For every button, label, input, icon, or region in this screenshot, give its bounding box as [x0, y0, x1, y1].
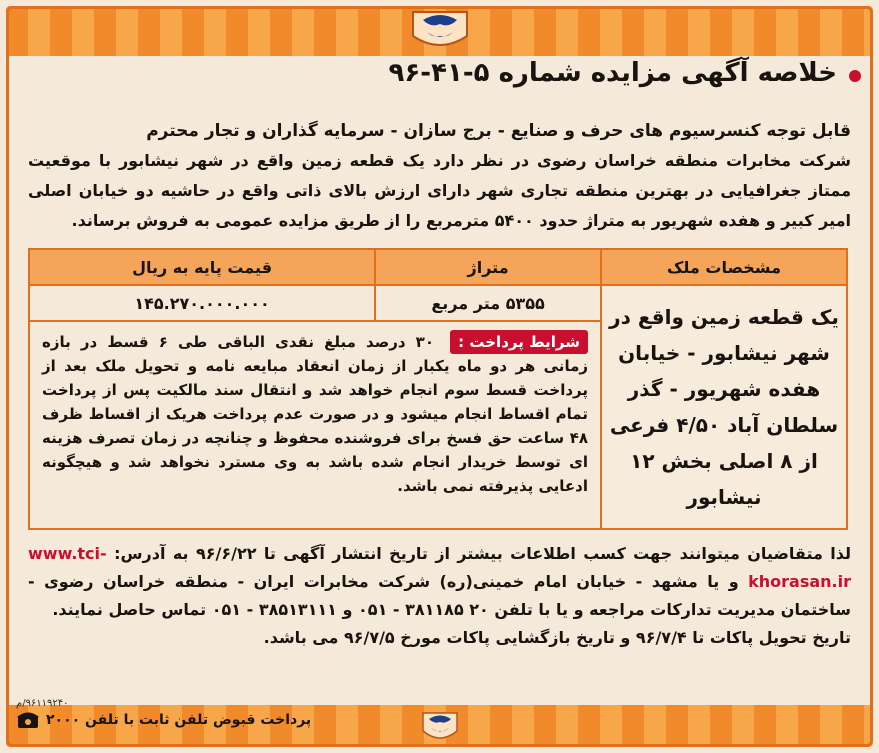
table-header-row — [29, 249, 847, 285]
title-bullet — [849, 70, 861, 82]
intro-body: شرکت مخابرات منطقه خراسان رضوی در نظر دارد یک قطعه زمین واقع در شهر نیشابور با موقعیت ممتاز جغرافیایی در بهترین منطقه تجاری شهر دارای ارزش بالای ذاتی واقع در حاشیه دو خیابان اصلی امیر کبیر و هفده شهریور به متراژ حدود ۵۴۰۰ مترمربع را از طریق مزایده عمومی به فروش برساند. — [28, 151, 851, 230]
auction-spec-table — [28, 248, 848, 530]
contact-part2: و یا مشهد - خیابان امام خمینی(ره) شرکت مخابرات ایران - منطقه خراسان رضوی - ساختمان مدیریت تدارکات مراجعه و یا با تلفن ۲۰ ۳۸۱۱۸۵ - ۰۵۱ و ۳۸۵۱۳۱۱۱ - ۰۵۱ تماس حاصل نمایند. — [28, 572, 851, 619]
cell-price: ۱۴۵.۲۷۰.۰۰۰.۰۰۰ — [29, 285, 375, 321]
contact-paragraph — [28, 540, 851, 652]
website-link[interactable]: www.tci-khorasan.ir — [28, 544, 851, 591]
cell-area: ۵۳۵۵ متر مربع — [375, 285, 601, 321]
header-property: مشخصات ملک — [601, 249, 847, 285]
table-row — [29, 285, 847, 321]
dates-line: تاریخ تحویل پاکات تا ۹۶/۷/۴ و تاریخ بازگشایی پاکات مورخ ۹۶/۷/۵ می باشد. — [263, 628, 851, 647]
intro-lead: قابل توجه کنسرسیوم های حرف و صنایع - برج سازان - سرمایه گذاران و تجار محترم — [146, 121, 851, 141]
terms-text: ۳۰ درصد مبلغ نقدی الباقی طی ۶ قسط در بازه زمانی هر دو ماه یکبار از زمان انعقاد مبایعه نامه و تحویل ملک بعد از پرداخت قسط سوم انجام خواهد شد و انتقال سند مالکیت پس از پرداخت تمام اقساط انجام میشود و در صورت عدم پرداخت هریک از اقساط ظرف ۴۸ ساعت حق فسخ برای فروشنده محفوظ و چنانچه در زمان تصرف هزینه ای توسط خریدار انجام شده باشد به وی مسترد نخواهد شد و هیچگونه ادعایی پذیرفته نمی باشد. — [42, 333, 588, 495]
cell-property: یک قطعه زمین واقع در شهر نیشابور - خیابان هفده شهریور - گذر سلطان آباد ۴/۵۰ فرعی از ۸ اصلی بخش ۱۲ نیشابور — [601, 285, 847, 529]
bill-payment-banner: پرداخت قبوض تلفن ثابت با تلفن ۲۰۰۰ — [46, 712, 312, 728]
contact-part1: لذا متقاضیان میتوانند جهت کسب اطلاعات بیشتر از تاریخ انتشار آگهی تا ۹۶/۶/۲۲ به آدرس: — [114, 544, 852, 563]
ad-code: ۹۶۱۱۹۲۴۰/م — [16, 698, 69, 709]
tci-logo-icon — [409, 6, 471, 54]
header-price: قیمت پایه به ریال — [29, 249, 375, 285]
tci-logo-icon — [420, 709, 460, 745]
intro-paragraph — [28, 116, 851, 236]
ad-title: خلاصه آگهی مزایده شماره ۵-۴۱-۹۶ — [388, 58, 837, 88]
header-area: متراژ — [375, 249, 601, 285]
phone-icon — [16, 710, 40, 730]
cell-terms — [29, 321, 601, 529]
terms-label: شرایط پرداخت : — [450, 330, 588, 354]
